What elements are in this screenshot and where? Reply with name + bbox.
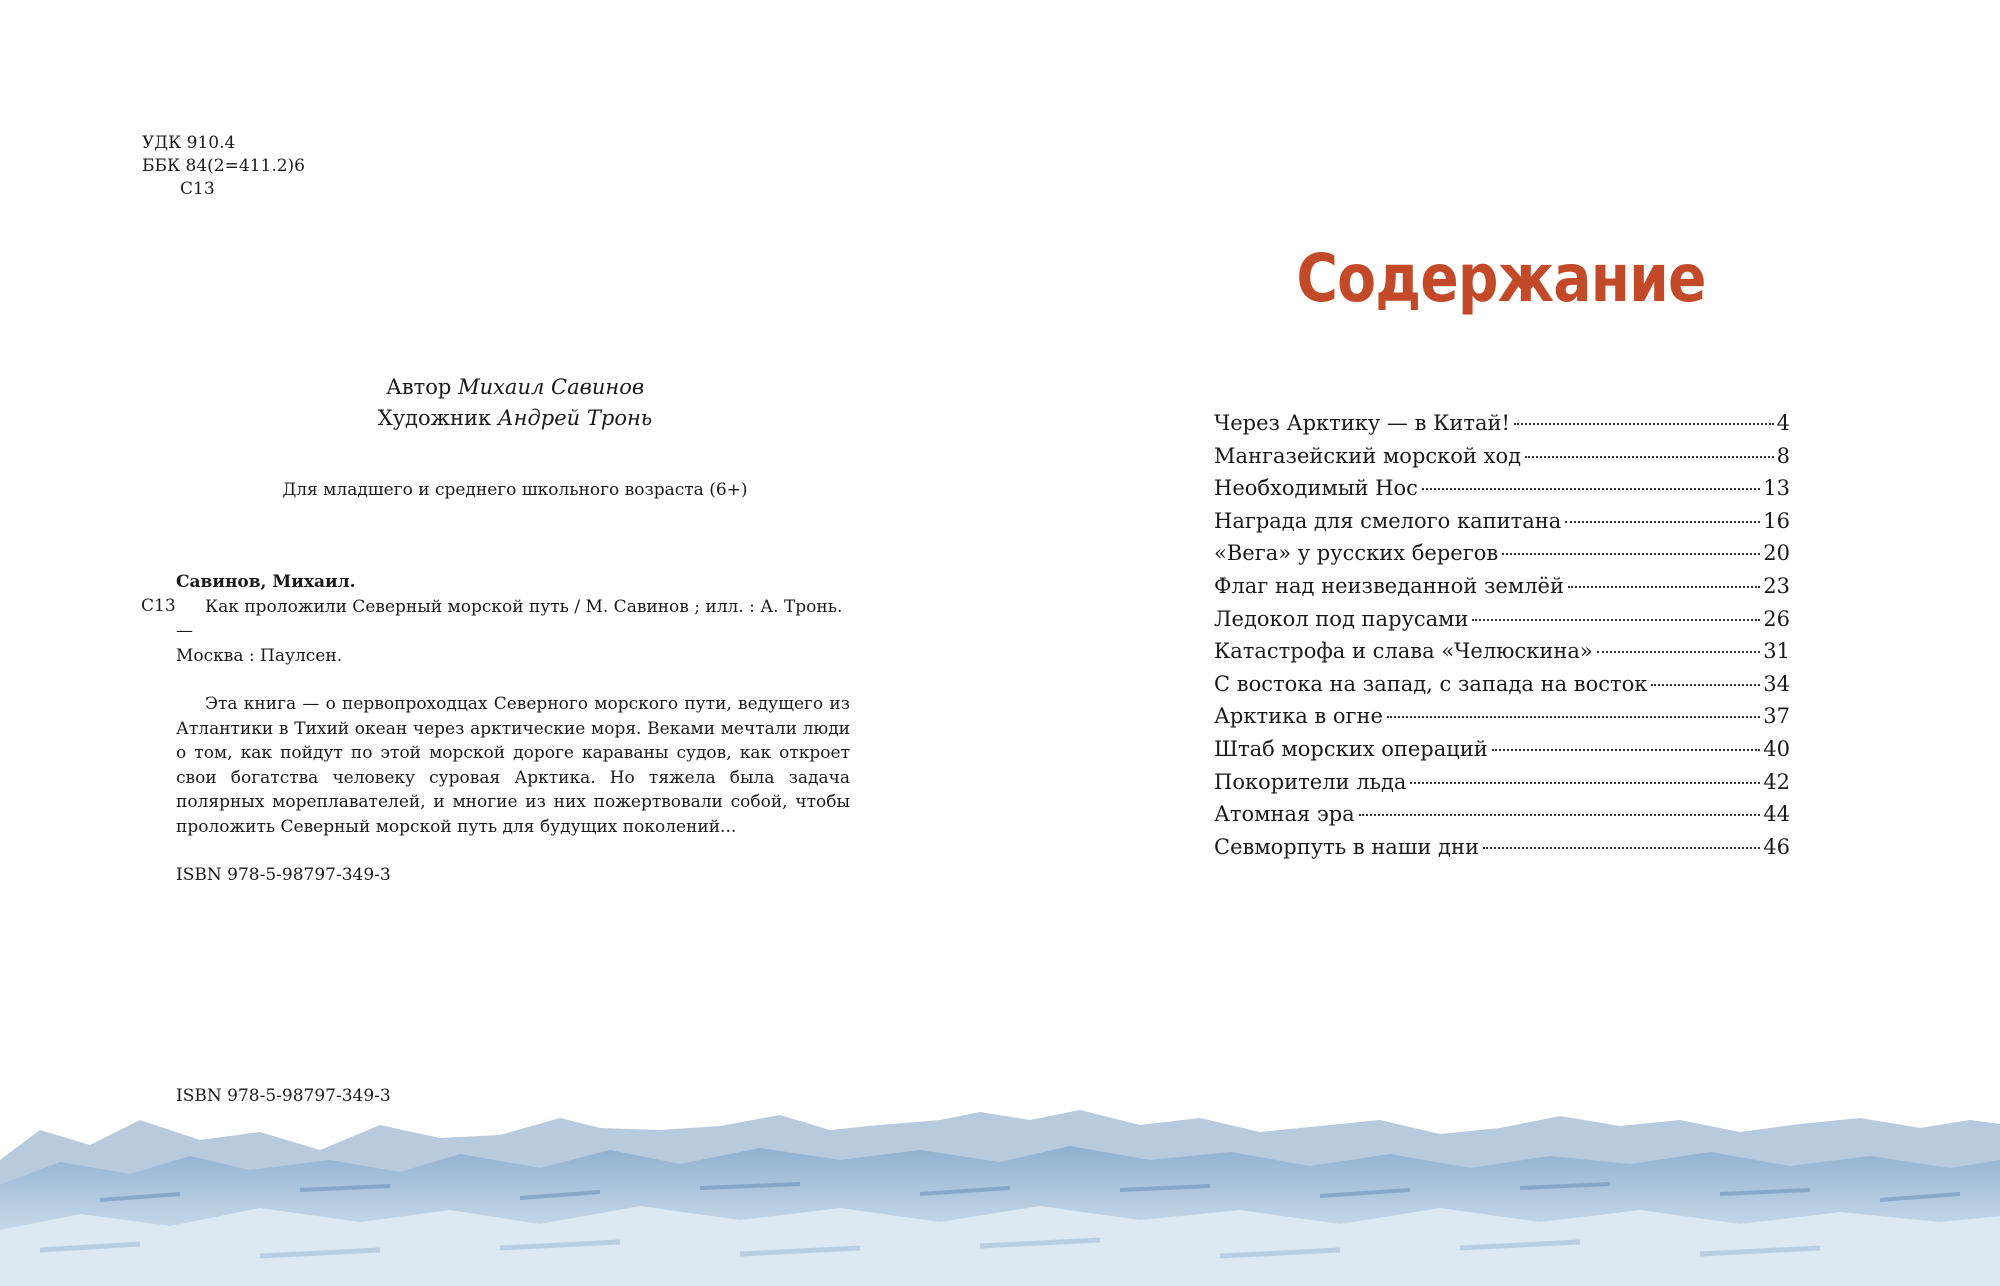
toc-item-page: 44 xyxy=(1763,802,1790,827)
toc-leader-dots xyxy=(1483,847,1760,849)
toc-item-title: Катастрофа и слава «Челюскина» xyxy=(1214,639,1593,664)
toc-item[interactable] xyxy=(1214,802,1790,835)
bbk-code: ББК 84(2=411.2)6 xyxy=(142,156,305,176)
author-sign: С13 xyxy=(180,179,215,199)
toc-item-page: 13 xyxy=(1763,476,1790,501)
toc-leader-dots xyxy=(1525,456,1774,458)
toc-item-page: 37 xyxy=(1763,704,1790,729)
toc-item[interactable] xyxy=(1214,737,1790,770)
toc-item-title: Покорители льда xyxy=(1214,769,1407,794)
card-heading: Савинов, Михаил. xyxy=(176,572,356,592)
classification-block xyxy=(142,132,305,201)
toc-item[interactable] xyxy=(1214,476,1790,509)
toc-item-title: Арктика в огне xyxy=(1214,704,1383,729)
toc-item[interactable] xyxy=(1214,704,1790,737)
toc-item-page: 26 xyxy=(1763,606,1790,631)
credits xyxy=(0,372,1030,434)
author-label: Автор xyxy=(385,375,452,399)
toc-item-title: Мангазейский морской ход xyxy=(1214,443,1522,468)
toc-item-page: 42 xyxy=(1763,769,1790,794)
toc-item-title: Атомная эра xyxy=(1214,802,1355,827)
toc-item-page: 34 xyxy=(1763,671,1790,696)
card-code: С13 xyxy=(141,596,176,616)
toc-leader-dots xyxy=(1651,684,1760,686)
author-name: Михаил Савинов xyxy=(458,375,645,399)
toc-item-title: Флаг над неизведанной землёй xyxy=(1214,573,1564,598)
toc-leader-dots xyxy=(1422,488,1760,490)
toc-item-page: 46 xyxy=(1763,834,1790,859)
toc-item-title: Через Арктику — в Китай! xyxy=(1214,411,1510,435)
toc-leader-dots xyxy=(1597,651,1761,653)
toc-item-title: Награда для смелого капитана xyxy=(1214,508,1562,533)
toc-item[interactable] xyxy=(1214,672,1790,705)
card-publisher-line: Москва : Паулсен. xyxy=(176,645,343,666)
toc-item-title: Севморпуть в наши дни xyxy=(1214,834,1479,859)
toc-item-title: Штаб морских операций xyxy=(1214,736,1488,761)
toc-item-page: 8 xyxy=(1776,443,1790,468)
card-title-line: Как проложили Северный морской путь / М. Савинов ; илл. : А. Тронь. — xyxy=(176,596,843,641)
card-abstract: Эта книга — о первопроходцах Северного морского пути, ведущего из Атлантики в Тихий океан через арктические моря. Веками мечтали люди о том, как пойдут по этой морской дороге караваны судов, как откроет свои богатства человеку суровая Арктика. Но тяжела была задача полярных мореплавателей, и многие из них пожертвовали собой, чтобы проложить Северный морской путь для будущих поколений... xyxy=(176,694,850,837)
toc-item-page: 20 xyxy=(1763,541,1790,566)
udk-code: УДК 910.4 xyxy=(142,133,236,153)
bottom-isbn: ISBN 978-5-98797-349-3 xyxy=(176,1086,391,1106)
toc-leader-dots xyxy=(1568,586,1760,588)
author-credit xyxy=(0,372,1030,403)
catalog-card xyxy=(141,570,850,888)
toc-leader-dots xyxy=(1514,423,1774,425)
artist-label: Художник xyxy=(377,406,492,430)
toc-item[interactable] xyxy=(1214,835,1790,868)
artist-credit xyxy=(0,403,1030,434)
toc-item[interactable] xyxy=(1214,639,1790,672)
toc-leader-dots xyxy=(1565,521,1760,523)
toc-item-title: Ледокол под парусами xyxy=(1214,606,1469,631)
toc-item-page: 31 xyxy=(1763,639,1790,664)
toc-item[interactable] xyxy=(1214,574,1790,607)
toc-item-title: Необходимый Нос xyxy=(1214,476,1418,501)
arctic-ice-illustration xyxy=(0,1090,2000,1286)
toc-item-page: 16 xyxy=(1763,508,1790,533)
toc-leader-dots xyxy=(1492,749,1760,751)
toc-leader-dots xyxy=(1387,716,1760,718)
toc-item[interactable] xyxy=(1214,541,1790,574)
toc-item[interactable] xyxy=(1214,770,1790,803)
toc-item-page: 23 xyxy=(1763,573,1790,598)
toc-item-page: 40 xyxy=(1763,736,1790,761)
toc-item[interactable] xyxy=(1214,411,1790,444)
contents-title: Содержание xyxy=(1296,240,1706,317)
toc-leader-dots xyxy=(1410,782,1760,784)
age-rating: Для младшего и среднего школьного возраста (6+) xyxy=(282,480,748,500)
card-isbn: ISBN 978-5-98797-349-3 xyxy=(176,865,391,885)
toc-item[interactable] xyxy=(1214,509,1790,542)
artist-name: Андрей Тронь xyxy=(497,406,653,430)
toc-item-title: «Вега» у русских берегов xyxy=(1214,541,1499,566)
toc-leader-dots xyxy=(1502,553,1760,555)
toc-item-title: С востока на запад, с запада на восток xyxy=(1214,671,1648,696)
toc-item-page: 4 xyxy=(1776,411,1790,435)
toc-leader-dots xyxy=(1472,619,1760,621)
toc-item[interactable] xyxy=(1214,607,1790,640)
table-of-contents xyxy=(1214,411,1790,867)
toc-leader-dots xyxy=(1359,814,1761,816)
toc-item[interactable] xyxy=(1214,444,1790,477)
